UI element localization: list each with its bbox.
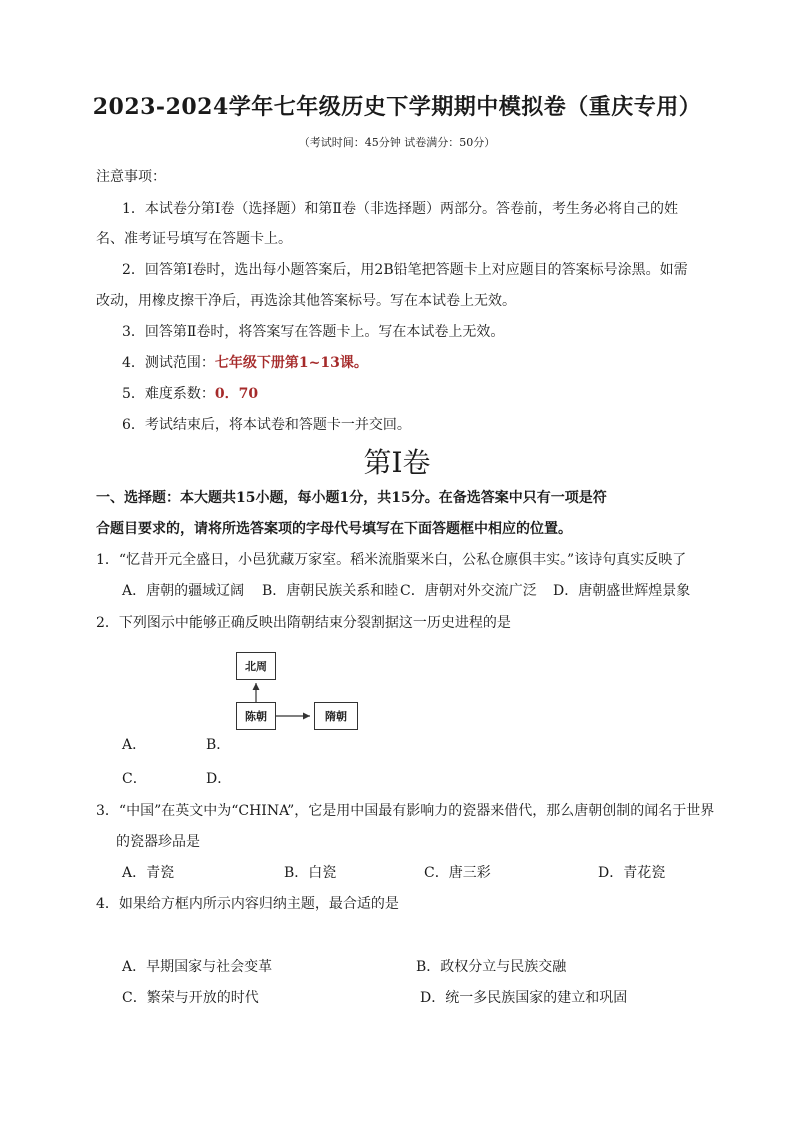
q2-option-c: C．	[122, 771, 147, 787]
note-1-line-2: 名、准考证号填写在答题卡上。	[96, 231, 292, 247]
note-2-line-2: 改动，用橡皮擦干净后，再选涂其他答案标号。写在本试卷上无效。	[96, 293, 516, 309]
q3-stem-line-1: 3．“中国”在英文中为“CHINA”，它是用中国最有影响力的瓷器来借代，那么唐朝创制的闻名于世界	[96, 803, 715, 819]
note-3: 3．回答第Ⅱ卷时，将答案写在答题卡上。写在本试卷上无效。	[122, 324, 505, 340]
q2-option-b: B．	[206, 737, 231, 753]
diagram-box-suichao: 隋朝	[314, 702, 358, 730]
diagram-arrows	[236, 652, 360, 730]
note-5-prefix: 5．难度系数：	[122, 386, 215, 402]
q2-diagram	[236, 652, 360, 730]
q2-option-a: A．	[122, 737, 147, 753]
q2-stem: 2．下列图示中能够正确反映出隋朝结束分裂割据这一历史进程的是	[96, 615, 511, 631]
q1-option-a: A．唐朝的疆域辽阔	[122, 583, 245, 599]
note-4	[122, 352, 368, 372]
section-title: 第Ⅰ卷	[363, 446, 431, 479]
q3-option-b: B．白瓷	[284, 865, 337, 881]
exam-title: 2023-2024学年七年级历史下学期期中模拟卷（重庆专用）	[92, 94, 702, 120]
q4-option-c: C．繁荣与开放的时代	[122, 990, 259, 1006]
q1-stem: 1．“忆昔开元全盛日，小邑犹藏万家室。稻米流脂粟米白，公私仓廪俱丰实。”该诗句真实反映了	[96, 552, 687, 568]
q4-option-a: A．早期国家与社会变革	[122, 959, 273, 975]
part1-instructions-line-2: 合题目要求的，请将所选答案项的字母代号填写在下面答题框中相应的位置。	[96, 521, 572, 537]
note-4-prefix: 4．测试范围：	[122, 355, 215, 371]
note-1-line-1: 1．本试卷分第Ⅰ卷（选择题）和第Ⅱ卷（非选择题）两部分。答卷前，考生务必将自己的姓	[122, 201, 678, 217]
q1-option-c: C．唐朝对外交流广泛	[400, 583, 537, 599]
note-4-scope: 七年级下册第1~13课。	[214, 355, 368, 371]
note-5-difficulty: 0．70	[214, 386, 259, 402]
q1-option-b: B．唐朝民族关系和睦	[262, 583, 399, 599]
note-2-line-1: 2．回答第Ⅰ卷时，选出每小题答案后，用2B铅笔把答题卡上对应题目的答案标号涂黑。如需	[122, 262, 688, 278]
q4-option-d: D．统一多民族国家的建立和巩固	[420, 990, 628, 1006]
notes-heading: 注意事项：	[96, 169, 166, 185]
diagram-box-chenchao: 陈朝	[236, 702, 276, 730]
exam-subtitle: （考试时间：45分钟 试卷满分：50分）	[298, 136, 496, 149]
q4-stem: 4．如果给方框内所示内容归纳主题，最合适的是	[96, 896, 399, 912]
q2-option-d: D．	[206, 771, 232, 787]
q3-option-d: D．青花瓷	[598, 865, 666, 881]
part1-instructions-line-1: 一、选择题：本大题共15小题，每小题1分，共15分。在备选答案中只有一项是符	[96, 490, 607, 506]
q4-option-b: B．政权分立与民族交融	[416, 959, 567, 975]
note-5	[122, 383, 258, 403]
q3-option-c: C．唐三彩	[424, 865, 491, 881]
q1-option-d: D．唐朝盛世辉煌景象	[553, 583, 691, 599]
q3-stem-line-2: 的瓷器珍品是	[116, 834, 200, 850]
diagram-box-beizhou: 北周	[236, 652, 276, 680]
note-6: 6．考试结束后，将本试卷和答题卡一并交回。	[122, 417, 411, 433]
q3-option-a: A．青瓷	[122, 865, 175, 881]
